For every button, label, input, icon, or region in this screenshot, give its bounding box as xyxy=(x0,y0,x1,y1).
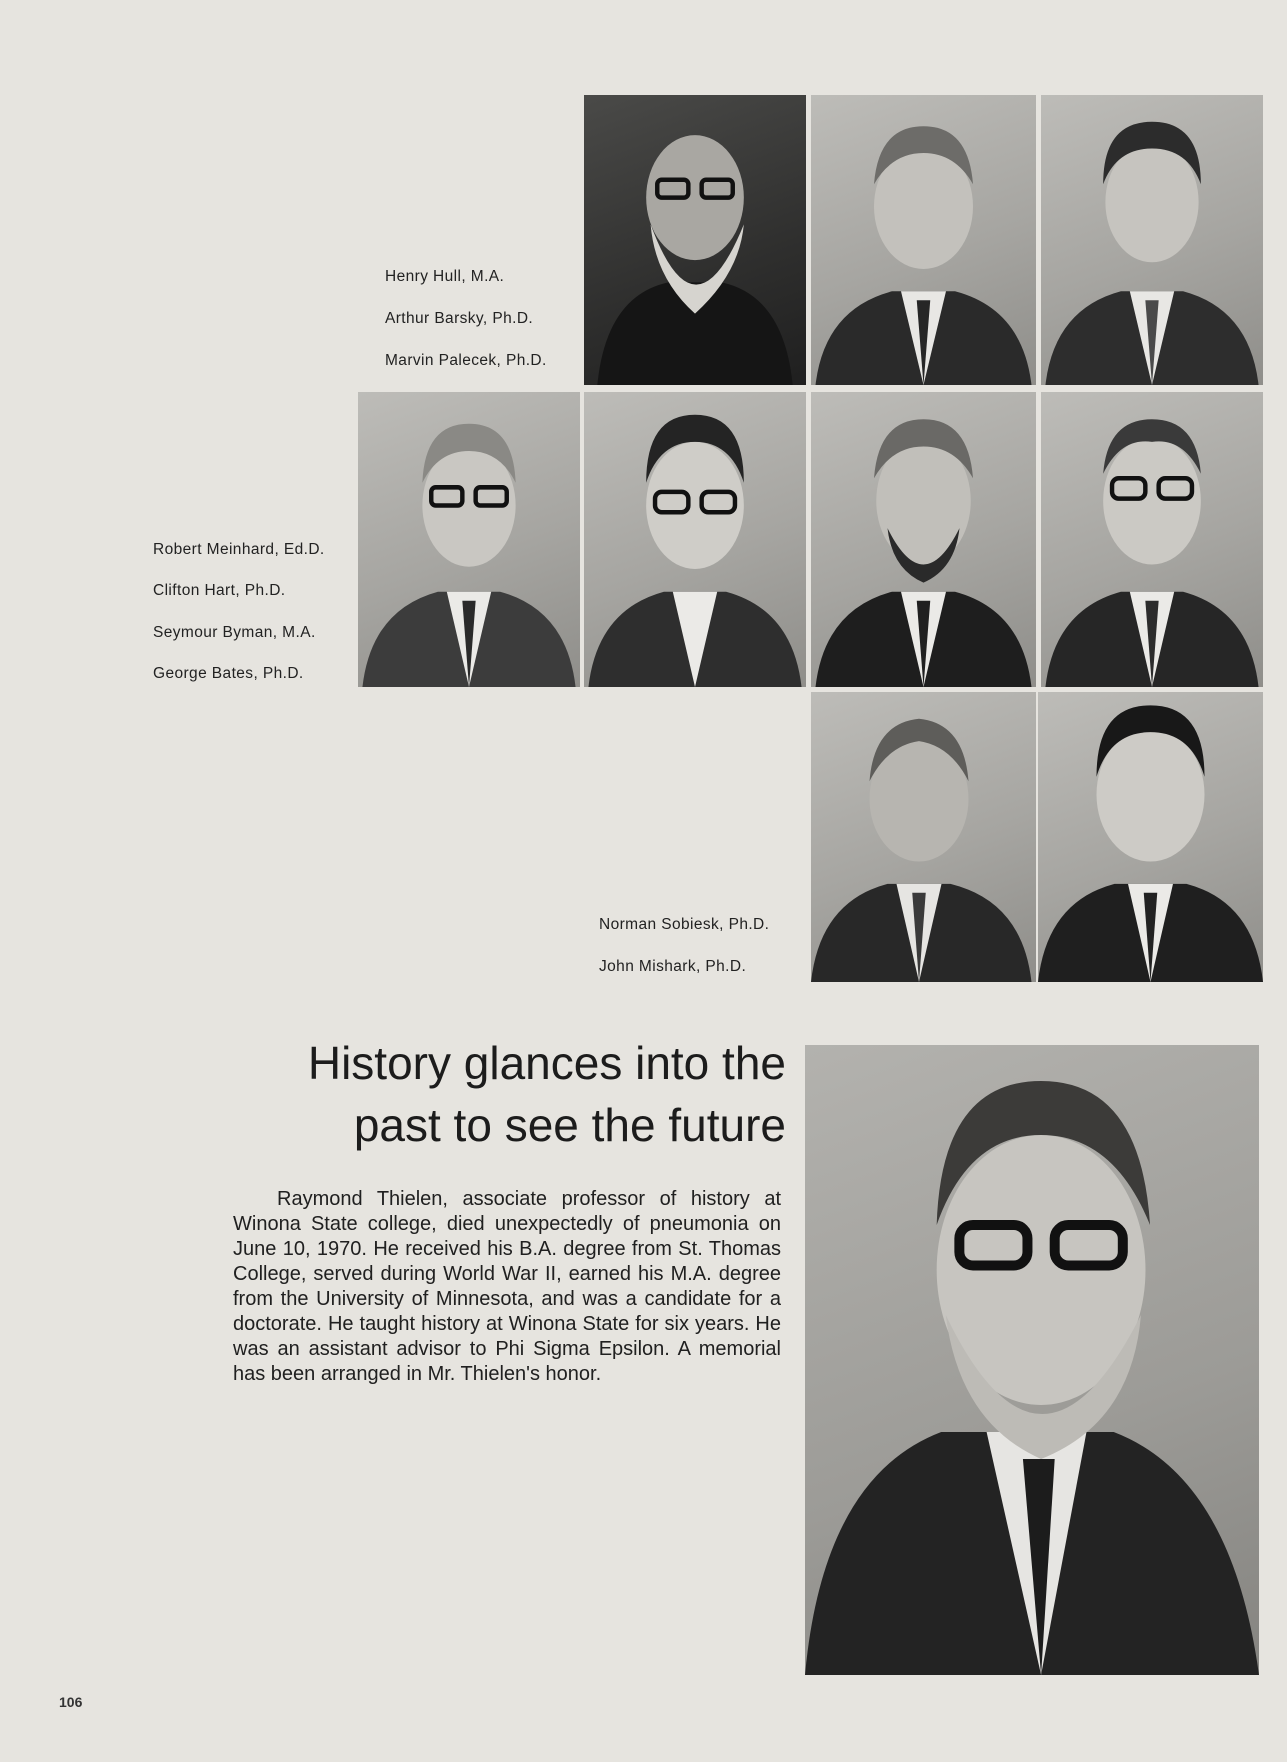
portrait-robert-meinhard xyxy=(358,392,580,687)
caption-henry-hull: Henry Hull, M.A. xyxy=(385,268,505,285)
portrait-henry-hull xyxy=(584,95,806,385)
caption-john-mishark: John Mishark, Ph.D. xyxy=(599,958,747,975)
portrait-silhouette xyxy=(811,692,1036,982)
headline-line-1: History glances into the xyxy=(307,1037,786,1089)
portrait-silhouette xyxy=(811,95,1036,385)
portrait-george-bates xyxy=(1041,392,1263,687)
portrait-raymond-thielen xyxy=(805,1045,1259,1675)
portrait-seymour-byman xyxy=(811,392,1036,687)
portrait-silhouette xyxy=(805,1045,1259,1675)
portrait-silhouette xyxy=(584,95,806,385)
caption-robert-meinhard: Robert Meinhard, Ed.D. xyxy=(153,541,325,558)
portrait-clifton-hart xyxy=(584,392,806,687)
portrait-norman-sobiesk xyxy=(811,692,1036,982)
caption-arthur-barsky: Arthur Barsky, Ph.D. xyxy=(385,310,534,327)
page-number: 106 xyxy=(59,1694,83,1710)
portrait-silhouette xyxy=(358,392,580,687)
article-headline xyxy=(200,1032,786,1156)
caption-marvin-palecek: Marvin Palecek, Ph.D. xyxy=(385,352,547,369)
caption-clifton-hart: Clifton Hart, Ph.D. xyxy=(153,582,286,599)
caption-george-bates: George Bates, Ph.D. xyxy=(153,665,304,682)
headline-line-2: past to see the future xyxy=(353,1099,786,1151)
portrait-arthur-barsky xyxy=(811,95,1036,385)
caption-seymour-byman: Seymour Byman, M.A. xyxy=(153,624,316,641)
portrait-silhouette xyxy=(1038,692,1263,982)
caption-norman-sobiesk: Norman Sobiesk, Ph.D. xyxy=(599,916,770,933)
portrait-silhouette xyxy=(1041,392,1263,687)
portrait-marvin-palecek xyxy=(1041,95,1263,385)
portrait-john-mishark xyxy=(1038,692,1263,982)
portrait-silhouette xyxy=(584,392,806,687)
portrait-silhouette xyxy=(1041,95,1263,385)
memorial-paragraph: Raymond Thielen, associate professor of history at Winona State college, died unexpectedly of pneumonia on June 10, 1970. He received his B.A. degree from St. Thomas College, served during World War II, earned his M.A. degree from the University of Minnesota, and was a candidate for a doctorate. He taught history at Winona State for six years. He was an assistant advisor to Phi Sigma Epsilon. A memorial has been arranged in Mr. Thielen's honor. xyxy=(233,1188,781,1385)
portrait-silhouette xyxy=(811,392,1036,687)
